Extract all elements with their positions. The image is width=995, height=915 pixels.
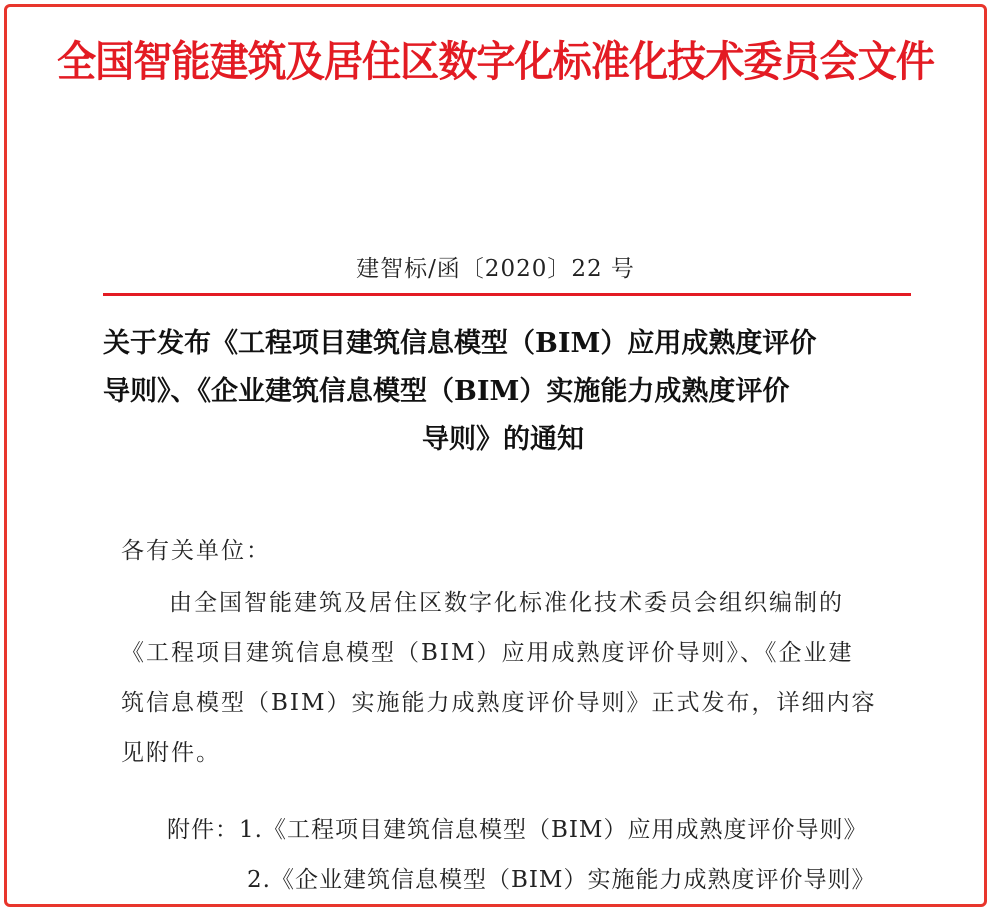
attachment-item-1: 1.《工程项目建筑信息模型（BIM）应用成熟度评价导则》 bbox=[239, 817, 868, 843]
document-number: 建智标/函〔2020〕22 号 bbox=[356, 256, 635, 282]
attachment-row-1 bbox=[167, 805, 875, 855]
notice-title bbox=[103, 320, 903, 464]
body-line-1: 由全国智能建筑及居住区数字化标准化技术委员会组织编制的 bbox=[169, 590, 844, 616]
body-line-4: 见附件。 bbox=[121, 740, 221, 766]
attachment-row-2 bbox=[167, 855, 875, 905]
title-line-3: 导则》的通知 bbox=[422, 424, 584, 455]
agency-header: 全国智能建筑及居住区数字化标准化技术委员会文件 bbox=[56, 37, 934, 86]
title-line-2: 导则》、《企业建筑信息模型（BIM）实施能力成熟度评价 bbox=[103, 376, 790, 407]
red-divider bbox=[103, 293, 911, 296]
salutation: 各有关单位： bbox=[121, 538, 271, 564]
attachments-section bbox=[167, 805, 875, 905]
attachment-item-2: 2.《企业建筑信息模型（BIM）实施能力成熟度评价导则》 bbox=[247, 867, 876, 893]
body-line-3: 筑信息模型（BIM）实施能力成熟度评价导则》正式发布，详细内容 bbox=[121, 690, 877, 716]
body-paragraph bbox=[121, 578, 911, 778]
title-line-1: 关于发布《工程项目建筑信息模型（BIM）应用成熟度评价 bbox=[103, 328, 817, 359]
attachments-label: 附件： bbox=[167, 817, 239, 843]
document-page bbox=[4, 4, 987, 907]
body-line-2: 《工程项目建筑信息模型（BIM）应用成熟度评价导则》、《企业建 bbox=[121, 640, 854, 666]
